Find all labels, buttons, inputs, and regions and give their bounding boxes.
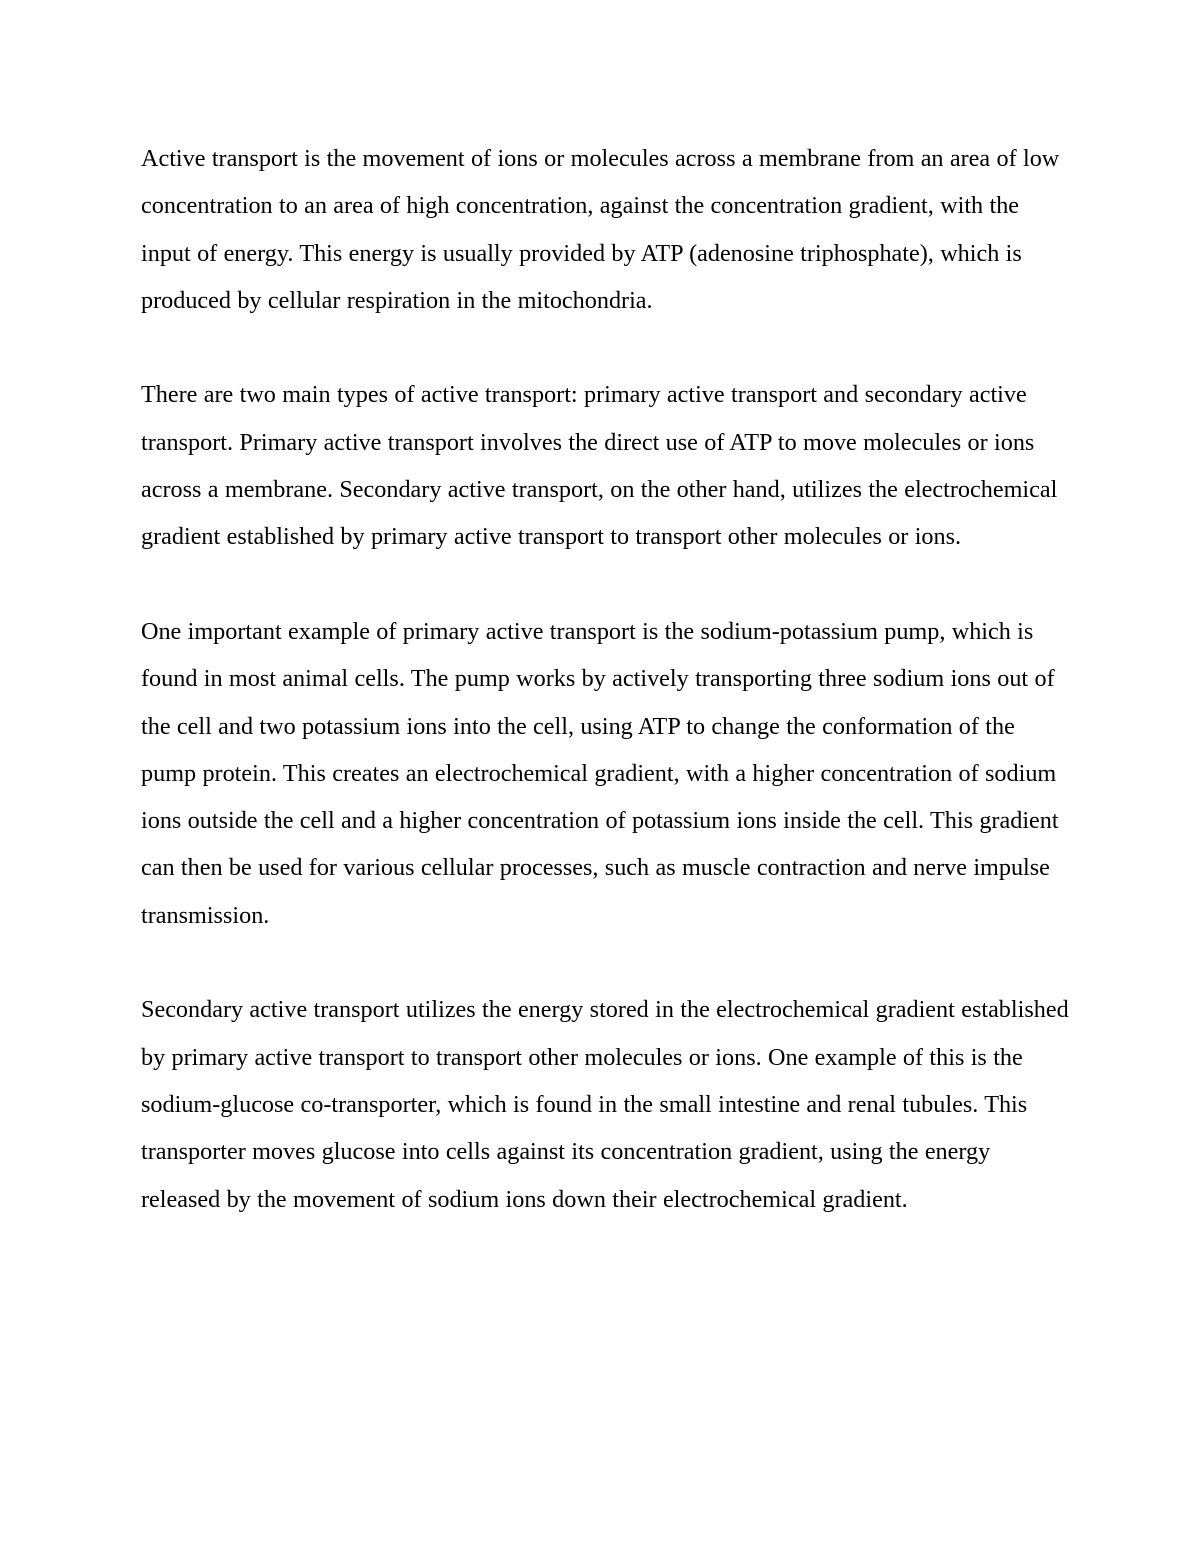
paragraph-active-transport-definition: Active transport is the movement of ions or molecules across a membrane from an area of low concentration to an area of high concentration, against the concentration gradient, with the input of energy. This energy is usually provided by ATP (adenosine triphosphate), which is produced by cellular respiration in the mitochondria. [141, 145, 1060, 314]
document-body [141, 135, 1071, 1223]
paragraph-types-of-active-transport: There are two main types of active transport: primary active transport and secondary active transport. Primary active transport involves the direct use of ATP to move molecules or ions across a membrane. Secondary active transport, on the other hand, utilizes the electrochemical gradient established by primary active transport to transport other molecules or ions. [141, 381, 1058, 551]
paragraph-secondary-active-transport: Secondary active transport utilizes the energy stored in the electrochemical gradient established by primary active transport to transport other molecules or ions. One example of this is the sodium-glucose co-transporter, which is found in the small intestine and renal tubules. This transporter moves glucose into cells against its concentration gradient, using the energy released by the movement of sodium ions down their electrochemical gradient. [141, 996, 1069, 1213]
paragraph-sodium-potassium-pump: One important example of primary active transport is the sodium-potassium pump, which is found in most animal cells. The pump works by actively transporting three sodium ions out of the cell and two potassium ions into the cell, using ATP to change the conformation of the pump protein. This creates an electrochemical gradient, with a higher concentration of sodium ions outside the cell and a higher concentration of potassium ions inside the cell. This gradient can then be used for various cellular processes, such as muscle contraction and nerve impulse transmission. [141, 617, 1059, 929]
